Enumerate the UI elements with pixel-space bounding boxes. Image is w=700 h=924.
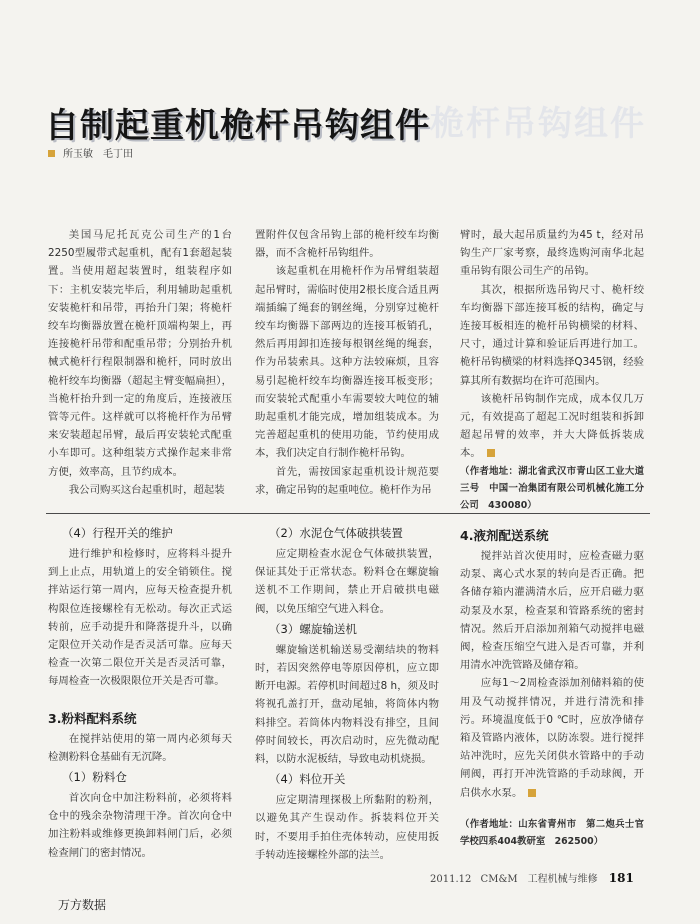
article-column-2 xyxy=(255,226,439,499)
lower-column-2 xyxy=(255,522,439,864)
authors: 所玉敏 毛丁田 xyxy=(63,149,133,160)
article-title: 自制起重机桅杆吊钩组件 xyxy=(45,106,430,146)
paragraph: 应定期检查水泥仓气体破拱装置，保证其处于正常状态。粉料仓在螺旋输送机不工作期间，禁止开启破拱电磁阀，以免压缩空气进入料仓。 xyxy=(255,548,439,615)
author-line xyxy=(48,145,133,160)
paragraph-text: 该桅杆吊钩制作完成，成本仅几万元，有效提高了超起工况时组装和拆卸超起吊臂的效率，并大大降低拆装成本。 xyxy=(460,392,644,460)
issue-date: 2011.12 xyxy=(430,874,472,885)
subheading: （4）行程开关的维护 xyxy=(62,526,173,540)
paragraph xyxy=(460,390,644,463)
article-column-1 xyxy=(48,226,232,499)
paragraph: 首次向仓中加注粉料前，必须将料仓中的残余杂物清理干净。首次向仓中加注粉料或维修更换卸料闸门后，必须检查闸门的密封情况。 xyxy=(48,792,232,859)
lower-column-3 xyxy=(460,522,644,850)
bullet-square-icon xyxy=(48,150,55,157)
paragraph: 应定期清理探极上所黏附的粉剂，以避免其产生误动作。拆装料位开关时，不要用手拍住壳体转动，应使用扳手转动连接螺栓外部的法兰。 xyxy=(255,794,439,861)
paragraph: 置附件仅包含吊钩上部的桅杆绞车均衡器，而不含桅杆吊钩组件。 xyxy=(255,229,439,260)
lower-column-1 xyxy=(48,522,232,862)
paragraph: 我公司购买这台起重机时，超起装 xyxy=(68,483,225,496)
ghost-title: 桅杆吊钩组件 xyxy=(430,104,646,144)
section-heading: 4.液剂配送系统 xyxy=(460,528,549,543)
article-column-3 xyxy=(460,226,644,514)
author-address: （作者地址：山东省青州市 第二炮兵士官学校四系404教研室 262500） xyxy=(460,818,644,847)
paragraph: 首先，需按国家起重机设计规范要求，确定吊钩的起重吨位。桅杆作为吊 xyxy=(255,465,439,496)
paragraph: 美国马尼托瓦克公司生产的1台2250型履带式起重机，配有1套超起装置。当使用超起装置时，组装程序如下：主机安装完毕后，利用辅助起重机安装桅杆和吊带，再抬升门架；将桅杆绞车均衡器放置在桅杆顶端构架上，再连接桅杆吊带和配重吊带；分别抬升机械式桅杆行程限制器和桅杆，同时放出桅杆绞车均衡器（超起主臂变幅扁担），当桅杆抬升到一定的角度后，连接液压管等元件。这样就可以将桅杆作为吊臂来安装超起吊臂，最后再安装轮式配重小车即可。这种组装方式操作起来非常方便，效率高，且节约成本。 xyxy=(48,229,232,478)
end-mark-icon xyxy=(487,449,495,457)
author-address: （作者地址：湖北省武汉市青山区工业大道三号 中国一冶集团有限公司机械化施工分公司 430080） xyxy=(460,465,644,511)
paragraph: 在搅拌站使用的第一周内必须每天检测粉料仓基础有无沉降。 xyxy=(48,732,232,763)
page-footer xyxy=(430,870,634,885)
subheading: （3）螺旋输送机 xyxy=(269,621,357,636)
journal-name: CM&M 工程机械与维修 xyxy=(480,874,598,885)
subheading: （2）水泥仓气体破拱装置 xyxy=(269,526,403,540)
section-divider xyxy=(46,513,650,514)
subheading: （4）料位开关 xyxy=(269,772,346,787)
page-number: 181 xyxy=(608,871,634,885)
paragraph: 其次，根据所选吊钩尺寸、桅杆绞车均衡器下部连接耳板的结构，确定与连接耳板相连的桅杆吊钩横梁的材料、尺寸，通过计算和验证后再进行加工。桅杆吊钩横梁的材料选择Q345钢，经验算其所有数据均在许可范围内。 xyxy=(460,283,644,387)
paragraph: 螺旋输送机输送易受潮结块的物料时，若因突然停电等原因停机，应立即断开电源。若停机时间超过8 h，须及时将视孔盖打开，盘动尾轴，将筒体内物料排空。若筒体内物料没有排空，且间停时间较长，再次启动时，应先微动配料，以防水泥板结，导致电动机烧损。 xyxy=(255,643,439,766)
paragraph: 搅拌站首次使用时，应检查磁力驱动泵、离心式水泵的转向是否正确。把各储存箱内灌满清水后，应开启磁力驱动泵及水泵，检查泵和管路系统的密封情况。然后开启添加剂箱气动搅拌电磁阀，检查压缩空气进入是否可靠，并利用清水冲洗管路及储存箱。 xyxy=(460,550,644,672)
paragraph: 臂时，最大起吊质量约为45 t，经对吊钩生产厂家考察，最终选购河南华北起重吊钩有限公司生产的吊钩。 xyxy=(460,229,644,278)
watermark: 万方数据 xyxy=(58,898,107,912)
paragraph xyxy=(460,674,644,801)
section-heading: 3.粉料配料系统 xyxy=(48,710,137,726)
paragraph: 该起重机在用桅杆作为吊臂组装超起吊臂时，需临时使用2根长度合适且两端插编了绳套的钢丝绳，分别穿过桅杆绞车均衡器下部两边的连接耳板销孔，然后再用卸扣连接每根钢丝绳的绳套，作为吊装索具。这种方法较麻烦，且容易引起桅杆绞车均衡器连接耳板变形；而安装轮式配重小车需要较大吨位的辅助起重机才能完成，增加组装成本。为完善超起重机的使用功能，节约使用成本，我们决定自行制作桅杆吊钩。 xyxy=(255,265,439,460)
paragraph: 进行维护和检修时，应将料斗提升到上止点，用轨道上的安全销锁住。搅拌站运行第一周内，应每天检查提升机构限位连接螺栓有无松动。每次正式运转前，应手动提升和降落提升斗，以确定限位开关动作是否灵活可靠。应每天检查一次第二限位开关是否灵活可靠，每周检查一次极限限位开关是否可靠。 xyxy=(48,548,232,688)
paragraph-text: 应每1～2周检查添加剂储料箱的使用及气动搅拌情况，并进行清洗和排污。环境温度低于0 ℃时，应放净储存箱及管路内液体，以防冻裂。进行搅拌站冲洗时，应先关闭供水管路中的手动闸阀，再打开冲洗管路的手动球阀，开启供水水泵。 xyxy=(460,677,644,799)
subheading: （1）粉料仓 xyxy=(62,770,127,785)
end-mark-icon xyxy=(528,789,536,797)
